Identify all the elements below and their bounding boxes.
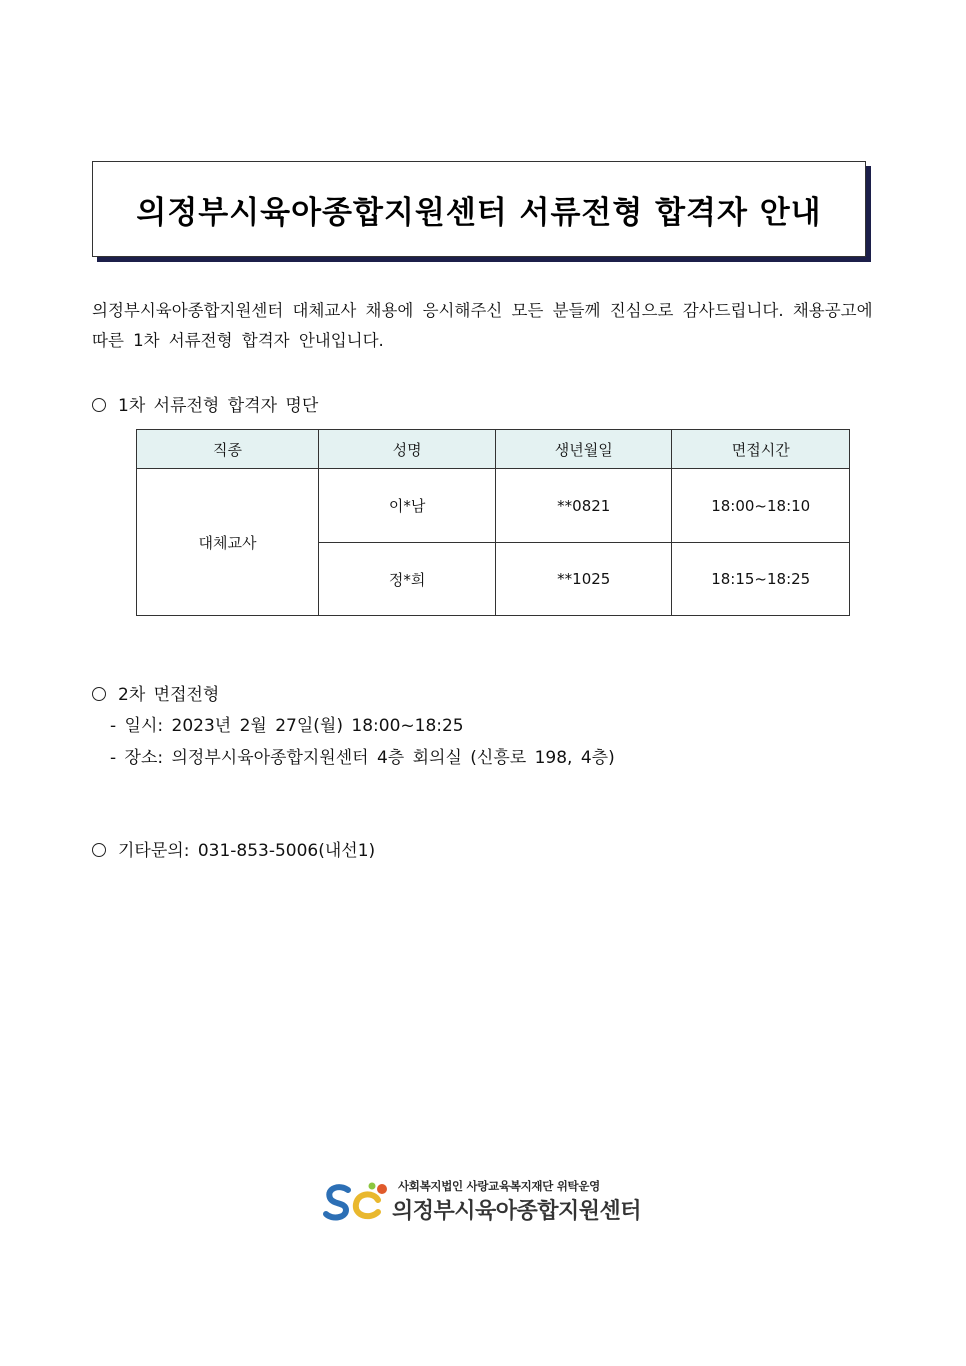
- intro-text: 의정부시육아종합지원센터 대체교사 채용에 응시해주신 모든 분들께 진심으로 감사드립니다. 채용공고에 따른 1차 서류전형 합격자 안내입니다.: [92, 301, 873, 350]
- header-time: 면접시간: [672, 430, 850, 469]
- cell-birth: **1025: [496, 543, 672, 616]
- table-header-row: [137, 430, 850, 469]
- circle-bullet-icon: [92, 843, 106, 857]
- footer-subtitle: 사회복지법인 사랑교육복지재단 위탁운영: [398, 1179, 600, 1193]
- section-passed-list: [92, 391, 318, 416]
- header-job: 직종: [137, 430, 319, 469]
- header-birth: 생년월일: [496, 430, 672, 469]
- header-name: 성명: [319, 430, 496, 469]
- section-interview: [92, 680, 219, 705]
- title-box: [92, 161, 866, 257]
- interview-date: - 일시: 2023년 2월 27일(월) 18:00~18:25: [110, 716, 464, 736]
- cell-name: 정*희: [319, 543, 496, 616]
- section-contact: [92, 836, 375, 861]
- cell-job: 대체교사: [137, 469, 319, 616]
- footer-center-name: 의정부시육아종합지원센터: [392, 1199, 642, 1224]
- section-heading: 2차 면접전형: [118, 685, 220, 705]
- cell-time: 18:00~18:10: [672, 469, 850, 543]
- footer-logo: [322, 1176, 652, 1224]
- page-title: 의정부시육아종합지원센터 서류전형 합격자 안내: [136, 194, 822, 231]
- table-row: [137, 469, 850, 543]
- contact-text: 기타문의: 031-853-5006(내선1): [118, 841, 376, 861]
- result-table: [136, 429, 850, 616]
- circle-bullet-icon: [92, 687, 106, 701]
- center-logo-icon: [322, 1180, 392, 1224]
- cell-name: 이*남: [319, 469, 496, 543]
- circle-bullet-icon: [92, 398, 106, 412]
- section-heading: 1차 서류전형 합격자 명단: [118, 396, 319, 416]
- cell-birth: **0821: [496, 469, 672, 543]
- cell-time: 18:15~18:25: [672, 543, 850, 616]
- interview-place: - 장소: 의정부시육아종합지원센터 4층 회의실 (신흥로 198, 4층): [110, 748, 615, 768]
